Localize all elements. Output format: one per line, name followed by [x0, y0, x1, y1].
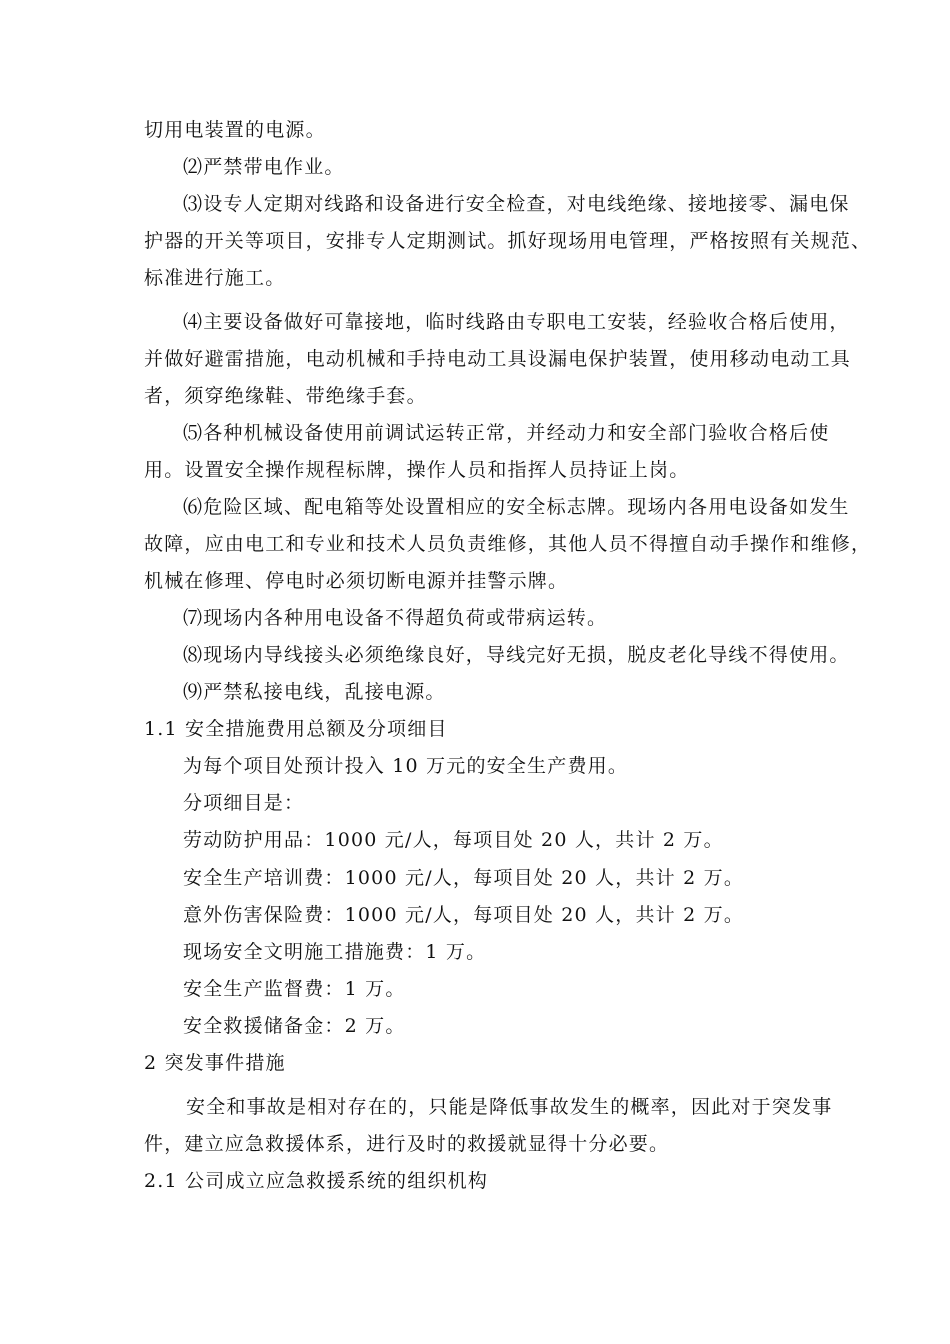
paragraph-line: 切用电装置的电源。 — [144, 119, 326, 141]
paragraph-line: 故障，应由电工和专业和技术人员负责维修，其他人员不得擅自动手操作和维修， — [144, 533, 872, 555]
section-heading-2: 2 突发事件措施 — [144, 1052, 286, 1074]
paragraph-line: 机械在修理、停电时必须切断电源并挂警示牌。 — [144, 570, 569, 592]
list-item-5: ⑸各种机械设备使用前调试运转正常，并经动力和安全部门验收合格后使 — [183, 422, 830, 444]
paragraph-line: 标准进行施工。 — [144, 267, 286, 289]
cost-item: 安全生产监督费：1 万。 — [183, 978, 406, 1000]
list-item-3: ⑶设专人定期对线路和设备进行安全检查，对电线绝缘、接地接零、漏电保 — [183, 193, 850, 215]
list-item-9: ⑼严禁私接电线，乱接电源。 — [183, 681, 446, 703]
section-heading-2-1: 2.1 公司成立应急救援系统的组织机构 — [144, 1170, 489, 1192]
paragraph-line: 用。设置安全操作规程标牌，操作人员和指挥人员持证上岗。 — [144, 459, 690, 481]
paragraph-line: 分项细目是： — [183, 792, 305, 814]
paragraph-line: 件，建立应急救援体系，进行及时的救援就显得十分必要。 — [144, 1133, 670, 1155]
cost-item: 现场安全文明施工措施费：1 万。 — [183, 941, 487, 963]
paragraph-line: 为每个项目处预计投入 10 万元的安全生产费用。 — [183, 755, 629, 777]
list-item-7: ⑺现场内各种用电设备不得超负荷或带病运转。 — [183, 607, 608, 629]
cost-item: 意外伤害保险费：1000 元/人，每项目处 20 人，共计 2 万。 — [183, 904, 745, 926]
paragraph-line: 并做好避雷措施，电动机械和手持电动工具设漏电保护装置，使用移动电动工具 — [144, 348, 852, 370]
list-item-6: ⑹危险区域、配电箱等处设置相应的安全标志牌。现场内各用电设备如发生 — [183, 496, 850, 518]
list-item-2: ⑵严禁带电作业。 — [183, 156, 345, 178]
paragraph-line: 安全和事故是相对存在的，只能是降低事故发生的概率，因此对于突发事 — [186, 1096, 833, 1118]
cost-item: 安全生产培训费：1000 元/人，每项目处 20 人，共计 2 万。 — [183, 867, 745, 889]
cost-item: 劳动防护用品：1000 元/人，每项目处 20 人，共计 2 万。 — [183, 829, 724, 851]
paragraph-line: 者，须穿绝缘鞋、带绝缘手套。 — [144, 385, 427, 407]
list-item-4: ⑷主要设备做好可靠接地，临时线路由专职电工安装，经验收合格后使用， — [183, 311, 850, 333]
cost-item: 安全救援储备金：2 万。 — [183, 1015, 406, 1037]
section-heading-1-1: 1.1 安全措施费用总额及分项细目 — [144, 718, 448, 740]
paragraph-line: 护器的开关等项目，安排专人定期测试。抓好现场用电管理，严格按照有关规范、 — [144, 230, 872, 252]
list-item-8: ⑻现场内导线接头必须绝缘良好，导线完好无损，脱皮老化导线不得使用。 — [183, 644, 850, 666]
